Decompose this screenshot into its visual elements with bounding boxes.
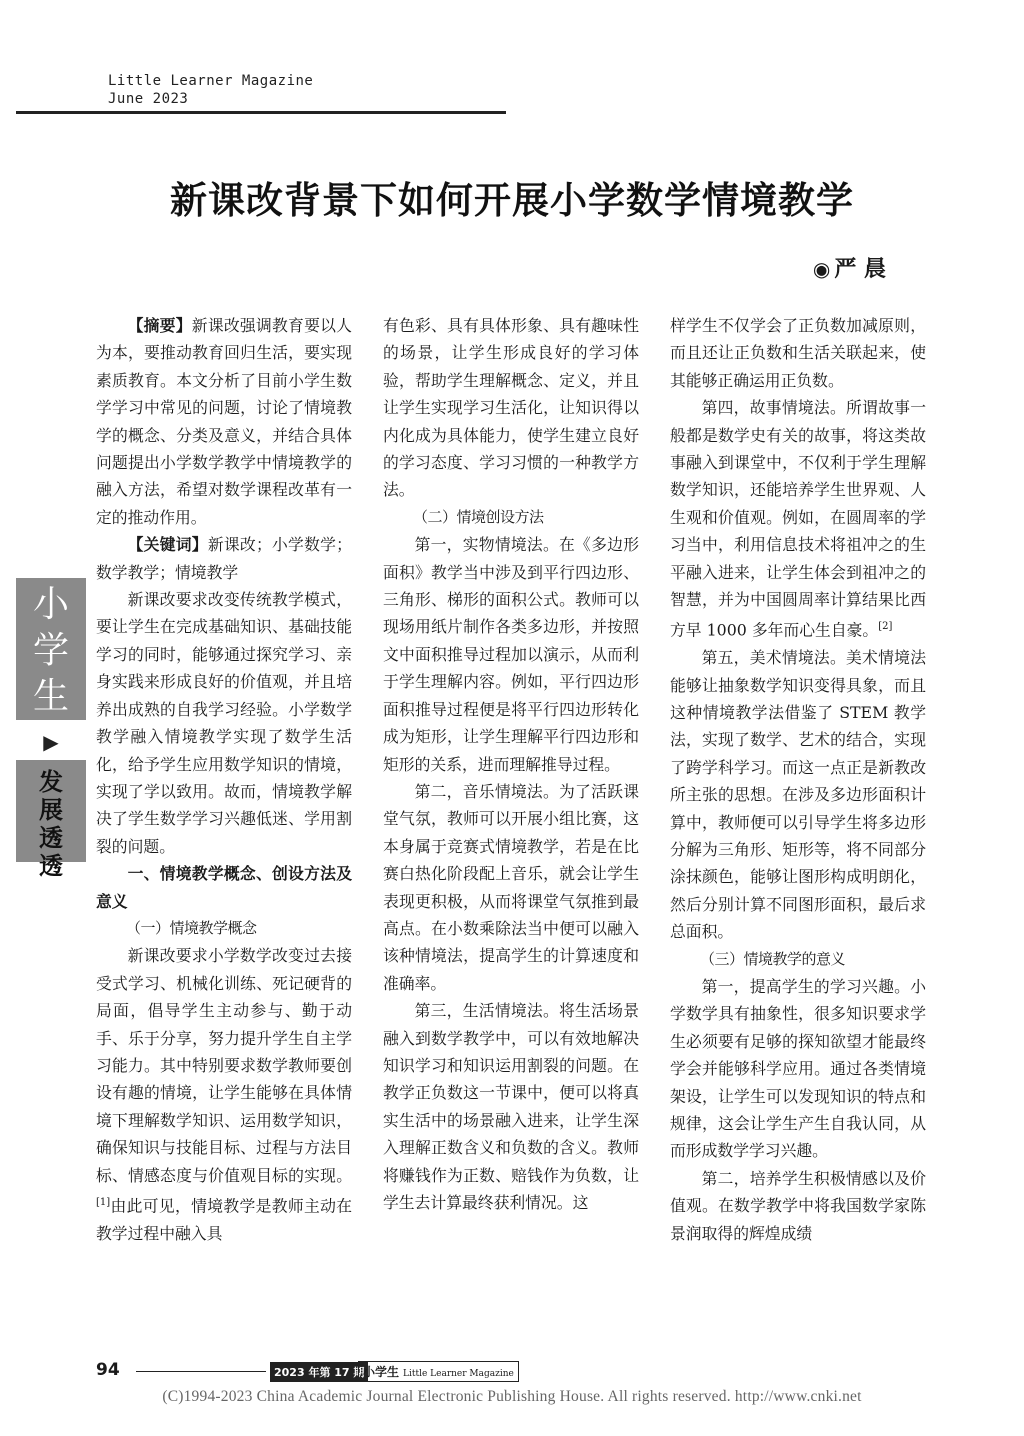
sidebar-tab-top [16,578,86,720]
paragraph: 新课改要求改变传统教学模式，要让学生在完成基础知识、基础技能学习的同时，能够通过探究学习、亲身实践来形成良好的价值观，并且培养出成熟的自我学习经验。小学数学教学融入情境教学实现了数学生活化，给予学生应用数学知识的情境，实现了学以致用。故而，情境教学解决了学生数学学习兴趣低迷、学用割裂的问题。 [96,590,352,856]
sidebar-bottom-label: 发展透透 [39,768,63,880]
subsection-heading: （一）情境教学概念 [126,918,257,937]
running-header [108,72,313,108]
article-title: 新课改背景下如何开展小学数学情境教学 [170,179,854,222]
subsection-heading: （三）情境教学的意义 [700,949,846,968]
paragraph: 第五，美术情境法。美术情境法能够让抽象数学知识变得具象，而且这种情境教学法借鉴了 STEM 教学法，实现了数学、艺术的结合，实现了跨学科学习。而这一点正是新教改所主张的思想。在涉及多边形面积计算中，教师便可以引导学生将多边形分解为三角形、矩形等，将不同部分涂抹颜色，能够让图形构成明朗化，然后分别计算不同图形面积，最后求总面积。 [670,648,926,942]
paragraph: 第二，培养学生积极情感以及价值观。在数学教学中将我国数学家陈景润取得的辉煌成绩 [670,1168,926,1243]
author-name: 严 晨 [834,256,886,282]
citation: [1] [96,1197,111,1208]
author [813,252,886,283]
triangle-right-icon: ▶ [43,730,59,754]
paragraph: 第三，生活情境法。将生活场景融入到数学教学中，可以有效地解决知识学习和知识运用割裂的问题。在教学正负数这一节课中，便可以将真实生活中的场景融入进来，让学生深入理解正数含义和负数的含义。教师将赚钱作为正数、赔钱作为负数，让学生去计算最终获利情况。这 [383,1001,639,1212]
magazine-cn: 小学生 [363,1365,400,1379]
paragraph: 第二，音乐情境法。为了活跃课堂气氛，教师可以开展小组比赛，这本身属于竞赛式情境教学，若是在比赛白热化阶段配上音乐，就会让学生表现更积极，从而将课堂气氛推到最高点。在小数乘除法当中便可以融入该种情境法，提高学生的计算速度和准确率。 [383,781,639,993]
column-3 [670,312,926,1247]
paragraph: 样学生不仅学会了正负数加减原则，而且还让正负数和生活关联起来，使其能够正确运用正负数。 [670,316,926,390]
paragraph: 第一，实物情境法。在《多边形面积》教学当中涉及到平行四边形、三角形、梯形的面积公式。教师可以现场用纸片制作各类多边形，并按照文中面积推导过程加以演示，从而利于学生理解内容。例如，平行四边形面积推导过程便是将平行四边形转化成为矩形，让学生理解平行四边形和矩形的关系，进而理解推导过程。 [383,535,639,774]
paragraph: 有色彩、具有具体形象、具有趣味性的场景，让学生形成良好的学习体验，帮助学生理解概念、定义，并且让学生实现学习生活化，让知识得以内化成为具体能力，使学生建立良好的学习态度、学习习惯的一种教学方法。 [383,316,639,500]
abstract [96,312,352,531]
keywords-text: 新课改；小学数学；数学教学；情境教学 [96,535,352,582]
abstract-label: 【摘要】 [127,316,192,335]
page-number: 94 [96,1360,120,1380]
issue-badge: 2023 年第 17 期 [270,1362,368,1382]
header-rule [16,111,506,114]
keywords-label: 【关键词】 [127,535,208,555]
subsection-heading: （二）情境创设方法 [413,507,544,526]
magazine-en: Little Learner Magazine [403,1369,514,1379]
paragraph-text: 新课改要求小学数学改变过去接受式学习、机械化训练、死记硬背的局面，倡导学生主动参与、勤于动手、乐于分享，努力提升学生自主学习能力。其中特别要求数学教师要创设有趣的情境，让学生能够在具体情境下理解数学知识、运用数学知识，确保知识与技能目标、过程与方法目标、情感态度与价值观目标的实现。 [96,946,352,1185]
paragraph-text: 第四，故事情境法。所谓故事一般都是数学史有关的故事，将这类故事融入到课堂中，不仅利于学生理解数学知识，还能培养学生世界观、人生观和价值观。例如，在圆周率的学习当中，利用信息技术将祖冲之的生平融入进来，让学生体会到祖冲之的智慧，并为中国圆周率计算结果比西方早 1000 多年而心生自豪。 [670,398,926,640]
header-date: June 2023 [108,91,189,107]
keywords [96,531,352,586]
abstract-text: 新课改强调教育要以人为本，要推动教育回归生活，要实现素质教育。本文分析了目前小学生数学学习中常见的问题，讨论了情境教学的概念、分类及意义，并结合具体问题提出小学数学教学中情境教学的融入方法，希望对数学课程改革有一定的推动作用。 [96,316,352,527]
sidebar-top-label: 小学生 [33,584,70,717]
paragraph [96,942,352,1247]
magazine-badge [358,1361,519,1382]
paragraph [670,394,926,644]
author-bullet-icon: ◉ [812,257,831,281]
column-2 [383,312,639,1216]
citation: [2] [878,621,893,633]
section-heading: 一、情境教学概念、创设方法及意义 [96,864,352,911]
footer-rule [136,1371,266,1372]
column-1 [96,312,352,1247]
header-magazine: Little Learner Magazine [108,73,314,89]
paragraph: 第一，提高学生的学习兴趣。小学数学具有抽象性，很多知识要求学生必须要有足够的探知欲望才能最终学会并能够科学应用。通过各类情境架设，让学生可以发现知识的特点和规律，这会让学生产生自我认同，从而形成数学学习兴趣。 [670,977,926,1161]
sidebar-tab-bottom [16,760,86,880]
copyright-notice: (C)1994-2023 China Academic Journal Electronic Publishing House. All rights reserved. http://www.cnki.net [162,1388,862,1405]
paragraph-text: 由此可见，情境教学是教师主动在教学过程中融入具 [96,1196,352,1243]
